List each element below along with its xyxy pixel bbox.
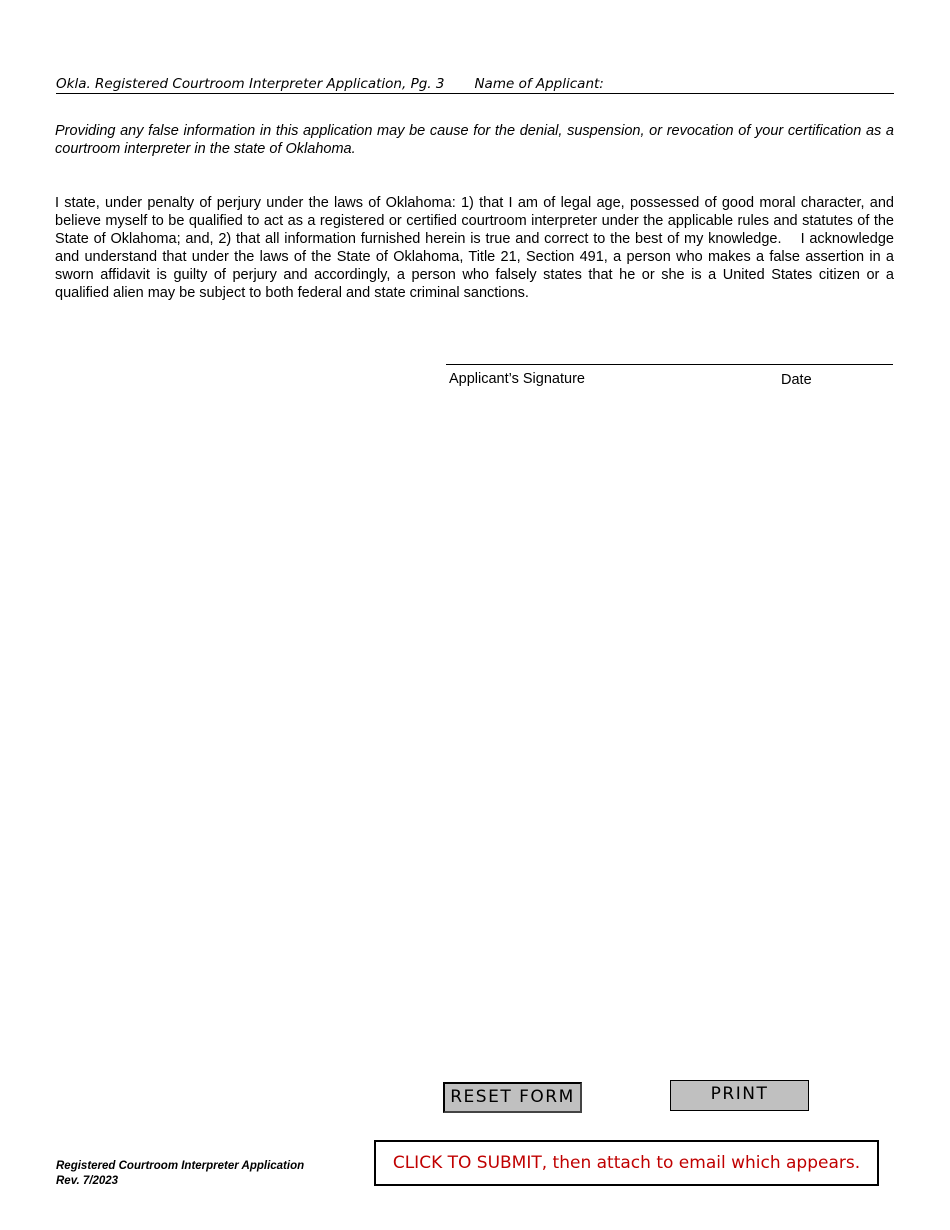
footer-revision: Rev. 7/2023: [56, 1175, 119, 1187]
reset-form-button[interactable]: RESET FORM: [443, 1082, 582, 1113]
applicant-name-label: Name of Applicant:: [474, 76, 604, 92]
signature-label: Applicant’s Signature: [449, 371, 585, 387]
form-title: Okla. Registered Courtroom Interpreter Application, Pg. 3: [56, 76, 445, 92]
footer-form-name: Registered Courtroom Interpreter Application: [56, 1160, 305, 1172]
false-information-warning: Providing any false information in this application may be cause for the denial, suspension, or revocation of your certification as a courtroom interpreter in the state of Oklahoma.: [55, 123, 894, 157]
print-button[interactable]: PRINT: [670, 1080, 809, 1111]
footer: [56, 1159, 304, 1189]
perjury-statement: [55, 194, 894, 302]
perjury-statement-part2: I acknowledge and understand that under the laws of the State of Oklahoma, Title 21, Section 491, a person who makes a false assertion in a sworn affidavit is guilty of perjury and accordingly, a person who falsely states that he or she is a United States citizen or a qualified alien may be subject to both federal and state criminal sanctions.: [55, 231, 894, 301]
date-label: Date: [781, 372, 812, 388]
page-header: [56, 76, 894, 94]
submit-button[interactable]: CLICK TO SUBMIT, then attach to email which appears.: [374, 1140, 879, 1186]
perjury-statement-part1: I state, under penalty of perjury under the laws of Oklahoma: 1) that I am of legal age, possessed of good moral character, and believe myself to be qualified to act as a registered or certified courtroom interpreter under the applicable rules and statutes of the State of Oklahoma; and, 2) that all information furnished herein is true and correct to the best of my knowledge.: [55, 195, 894, 247]
signature-line[interactable]: [446, 364, 893, 365]
